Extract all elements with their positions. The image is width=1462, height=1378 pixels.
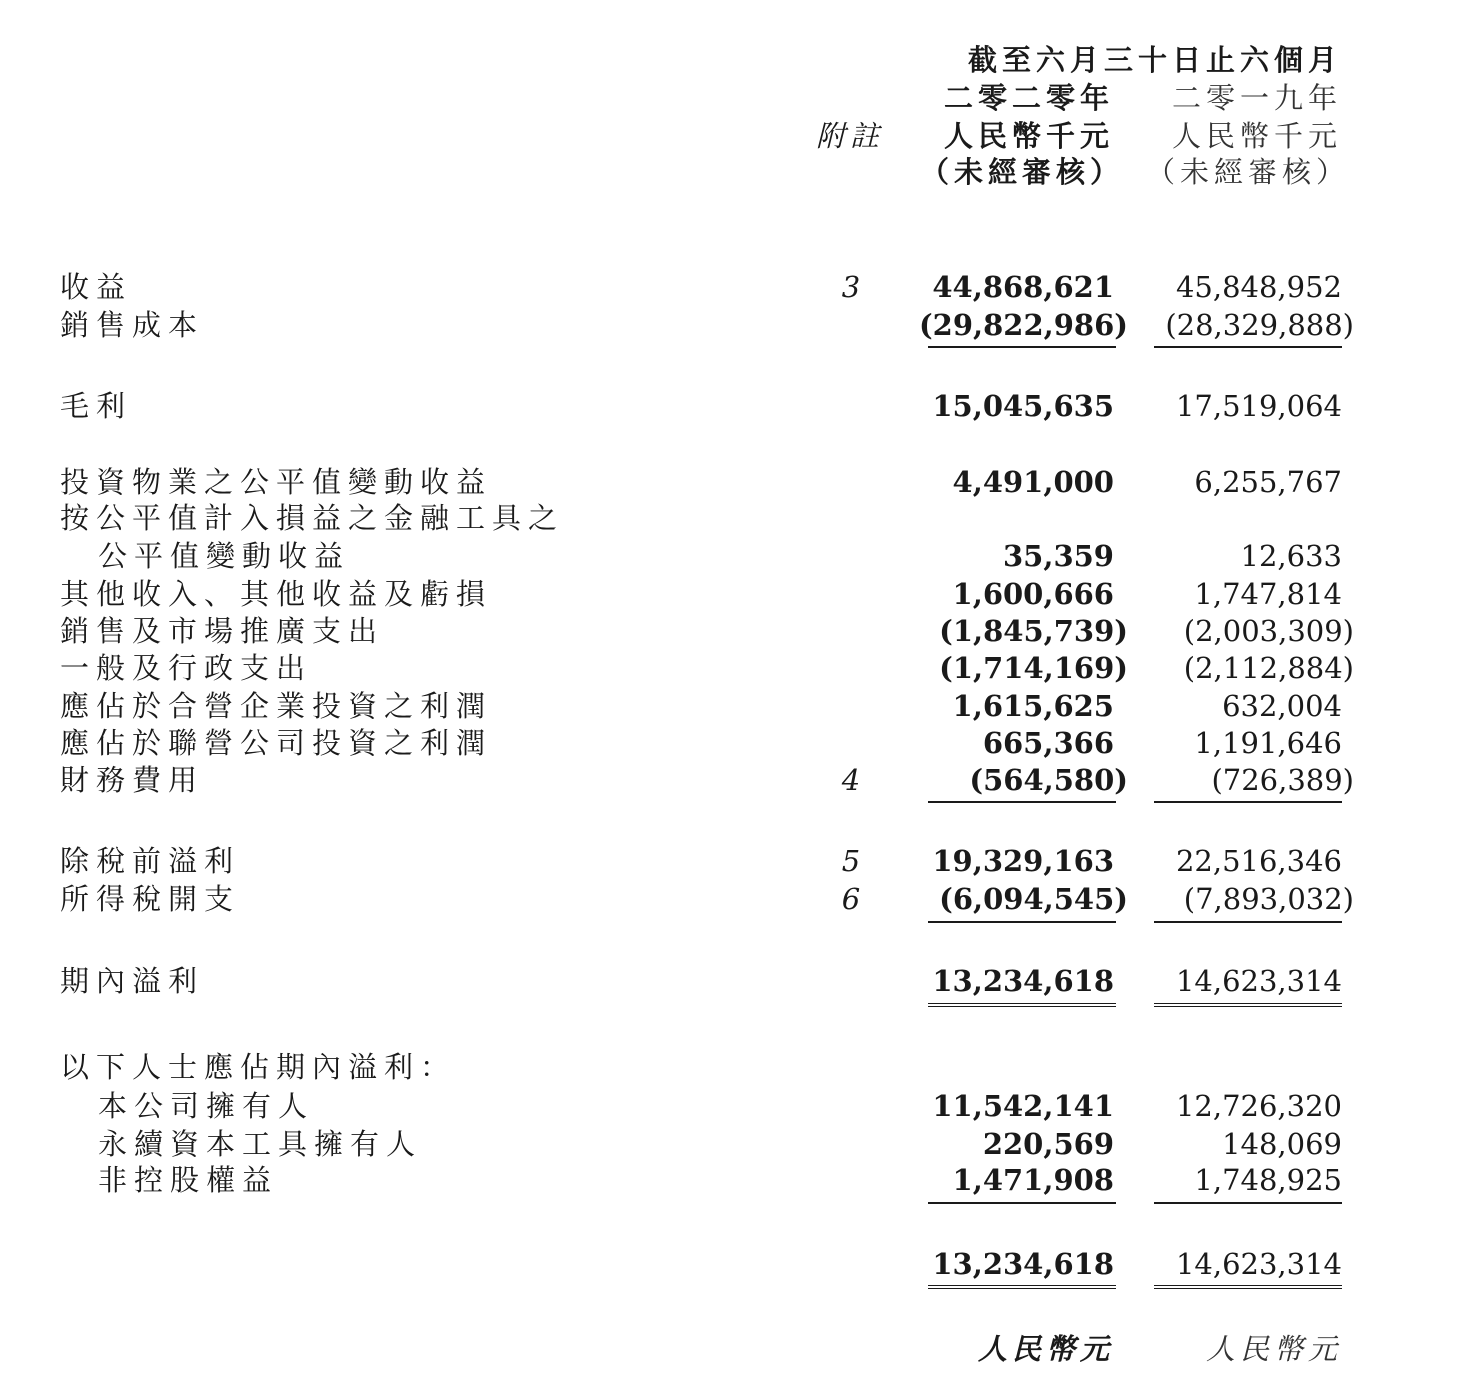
row-label: 毛利 bbox=[60, 389, 133, 423]
table-row bbox=[0, 499, 1462, 537]
value-2019: (7,893,032) bbox=[1183, 882, 1354, 916]
value-2020: 220,569 bbox=[982, 1127, 1114, 1161]
col-2019-year: 二零一九年 bbox=[1171, 81, 1342, 115]
value-2020: (6,094,545) bbox=[939, 882, 1128, 916]
table-row bbox=[0, 612, 1462, 650]
value-2020: (564,580) bbox=[969, 763, 1128, 797]
col-2020-currency: 人民幣千元 bbox=[943, 119, 1114, 153]
row-label: 非控股權益 bbox=[98, 1163, 279, 1197]
value-2019: 14,623,314 bbox=[1175, 1247, 1342, 1281]
row-label: 所得稅開支 bbox=[60, 882, 241, 916]
table-row bbox=[0, 1048, 1462, 1086]
col-2019-currency: 人民幣千元 bbox=[1171, 119, 1342, 153]
footer-currency-2020: 人民幣元 bbox=[977, 1332, 1114, 1366]
value-2019: 12,633 bbox=[1240, 539, 1342, 573]
value-2020: (1,714,169) bbox=[939, 651, 1128, 685]
subtotal-rule bbox=[1154, 801, 1342, 803]
row-label: 期內溢利 bbox=[60, 964, 205, 998]
row-label: 投資物業之公平值變動收益 bbox=[60, 465, 493, 499]
table-row bbox=[0, 724, 1462, 762]
table-row bbox=[0, 1161, 1462, 1199]
total-double-rule bbox=[1154, 1285, 1342, 1289]
row-label: 銷售及市場推廣支出 bbox=[60, 614, 385, 648]
total-double-rule bbox=[928, 1003, 1116, 1007]
value-2020: 13,234,618 bbox=[932, 1247, 1114, 1281]
table-row bbox=[0, 842, 1462, 880]
value-2019: 6,255,767 bbox=[1194, 465, 1342, 499]
value-2020: 44,868,621 bbox=[932, 270, 1114, 304]
value-2020: 1,600,666 bbox=[952, 577, 1114, 611]
row-note: 5 bbox=[841, 844, 861, 878]
table-row bbox=[0, 962, 1462, 1000]
row-label: 公平值變動收益 bbox=[98, 539, 351, 573]
footer-currency-2019: 人民幣元 bbox=[1205, 1332, 1342, 1366]
table-row bbox=[0, 1245, 1462, 1283]
subtotal-rule bbox=[928, 346, 1116, 348]
row-label: 應佔於合營企業投資之利潤 bbox=[60, 689, 493, 723]
value-2020: 15,045,635 bbox=[932, 389, 1114, 423]
value-2019: (28,329,888) bbox=[1165, 308, 1354, 342]
value-2020: 19,329,163 bbox=[932, 844, 1114, 878]
row-label: 其他收入、其他收益及虧損 bbox=[60, 577, 493, 611]
subtotal-rule bbox=[1154, 921, 1342, 923]
table-row bbox=[0, 649, 1462, 687]
subtotal-rule bbox=[928, 921, 1116, 923]
value-2020: (29,822,986) bbox=[918, 308, 1128, 342]
table-row bbox=[0, 268, 1462, 306]
table-row bbox=[0, 1087, 1462, 1125]
value-2019: 12,726,320 bbox=[1175, 1089, 1342, 1123]
row-label: 財務費用 bbox=[60, 763, 205, 797]
value-2020: 665,366 bbox=[982, 726, 1114, 760]
row-label: 以下人士應佔期內溢利： bbox=[60, 1050, 457, 1084]
row-note: 6 bbox=[841, 882, 861, 916]
subtotal-rule bbox=[928, 1202, 1116, 1204]
table-row bbox=[0, 387, 1462, 425]
table-row bbox=[0, 537, 1462, 575]
subtotal-rule bbox=[1154, 346, 1342, 348]
value-2020: 4,491,000 bbox=[952, 465, 1114, 499]
total-double-rule bbox=[1154, 1003, 1342, 1007]
value-2019: (726,389) bbox=[1211, 763, 1354, 797]
col-2020-year: 二零二零年 bbox=[943, 81, 1114, 115]
value-2019: 632,004 bbox=[1222, 689, 1342, 723]
total-double-rule bbox=[928, 1285, 1116, 1289]
table-row bbox=[0, 463, 1462, 501]
table-row bbox=[0, 880, 1462, 918]
value-2019: 14,623,314 bbox=[1175, 964, 1342, 998]
row-label: 銷售成本 bbox=[60, 308, 205, 342]
value-2020: 13,234,618 bbox=[932, 964, 1114, 998]
table-row bbox=[0, 761, 1462, 799]
note-column-header: 附註 bbox=[816, 119, 885, 153]
value-2020: 11,542,141 bbox=[932, 1089, 1114, 1123]
row-label: 應佔於聯營公司投資之利潤 bbox=[60, 726, 493, 760]
period-title: 截至六月三十日止六個月 bbox=[967, 43, 1342, 77]
row-label: 本公司擁有人 bbox=[98, 1089, 315, 1123]
table-row bbox=[0, 306, 1462, 344]
value-2020: 1,471,908 bbox=[952, 1163, 1114, 1197]
value-2019: 1,747,814 bbox=[1194, 577, 1342, 611]
row-note: 3 bbox=[841, 270, 861, 304]
subtotal-rule bbox=[1154, 1202, 1342, 1204]
col-2019-audit: （未經審核） bbox=[1145, 155, 1350, 189]
value-2019: (2,003,309) bbox=[1183, 614, 1354, 648]
value-2020: (1,845,739) bbox=[939, 614, 1128, 648]
col-2020-audit: （未經審核） bbox=[919, 155, 1124, 189]
row-note: 4 bbox=[841, 763, 861, 797]
value-2019: 17,519,064 bbox=[1175, 389, 1342, 423]
value-2019: 148,069 bbox=[1222, 1127, 1342, 1161]
subtotal-rule bbox=[928, 801, 1116, 803]
table-row bbox=[0, 687, 1462, 725]
row-label: 收益 bbox=[60, 270, 133, 304]
value-2020: 1,615,625 bbox=[952, 689, 1114, 723]
row-label: 永續資本工具擁有人 bbox=[98, 1127, 423, 1161]
value-2019: 22,516,346 bbox=[1175, 844, 1342, 878]
table-row bbox=[0, 575, 1462, 613]
value-2019: (2,112,884) bbox=[1183, 651, 1354, 685]
value-2019: 1,748,925 bbox=[1194, 1163, 1342, 1197]
row-label: 按公平值計入損益之金融工具之 bbox=[60, 501, 565, 535]
row-label: 一般及行政支出 bbox=[60, 651, 313, 685]
value-2019: 45,848,952 bbox=[1175, 270, 1342, 304]
row-label: 除稅前溢利 bbox=[60, 844, 241, 878]
table-row bbox=[0, 1125, 1462, 1163]
value-2019: 1,191,646 bbox=[1194, 726, 1342, 760]
value-2020: 35,359 bbox=[1003, 539, 1114, 573]
